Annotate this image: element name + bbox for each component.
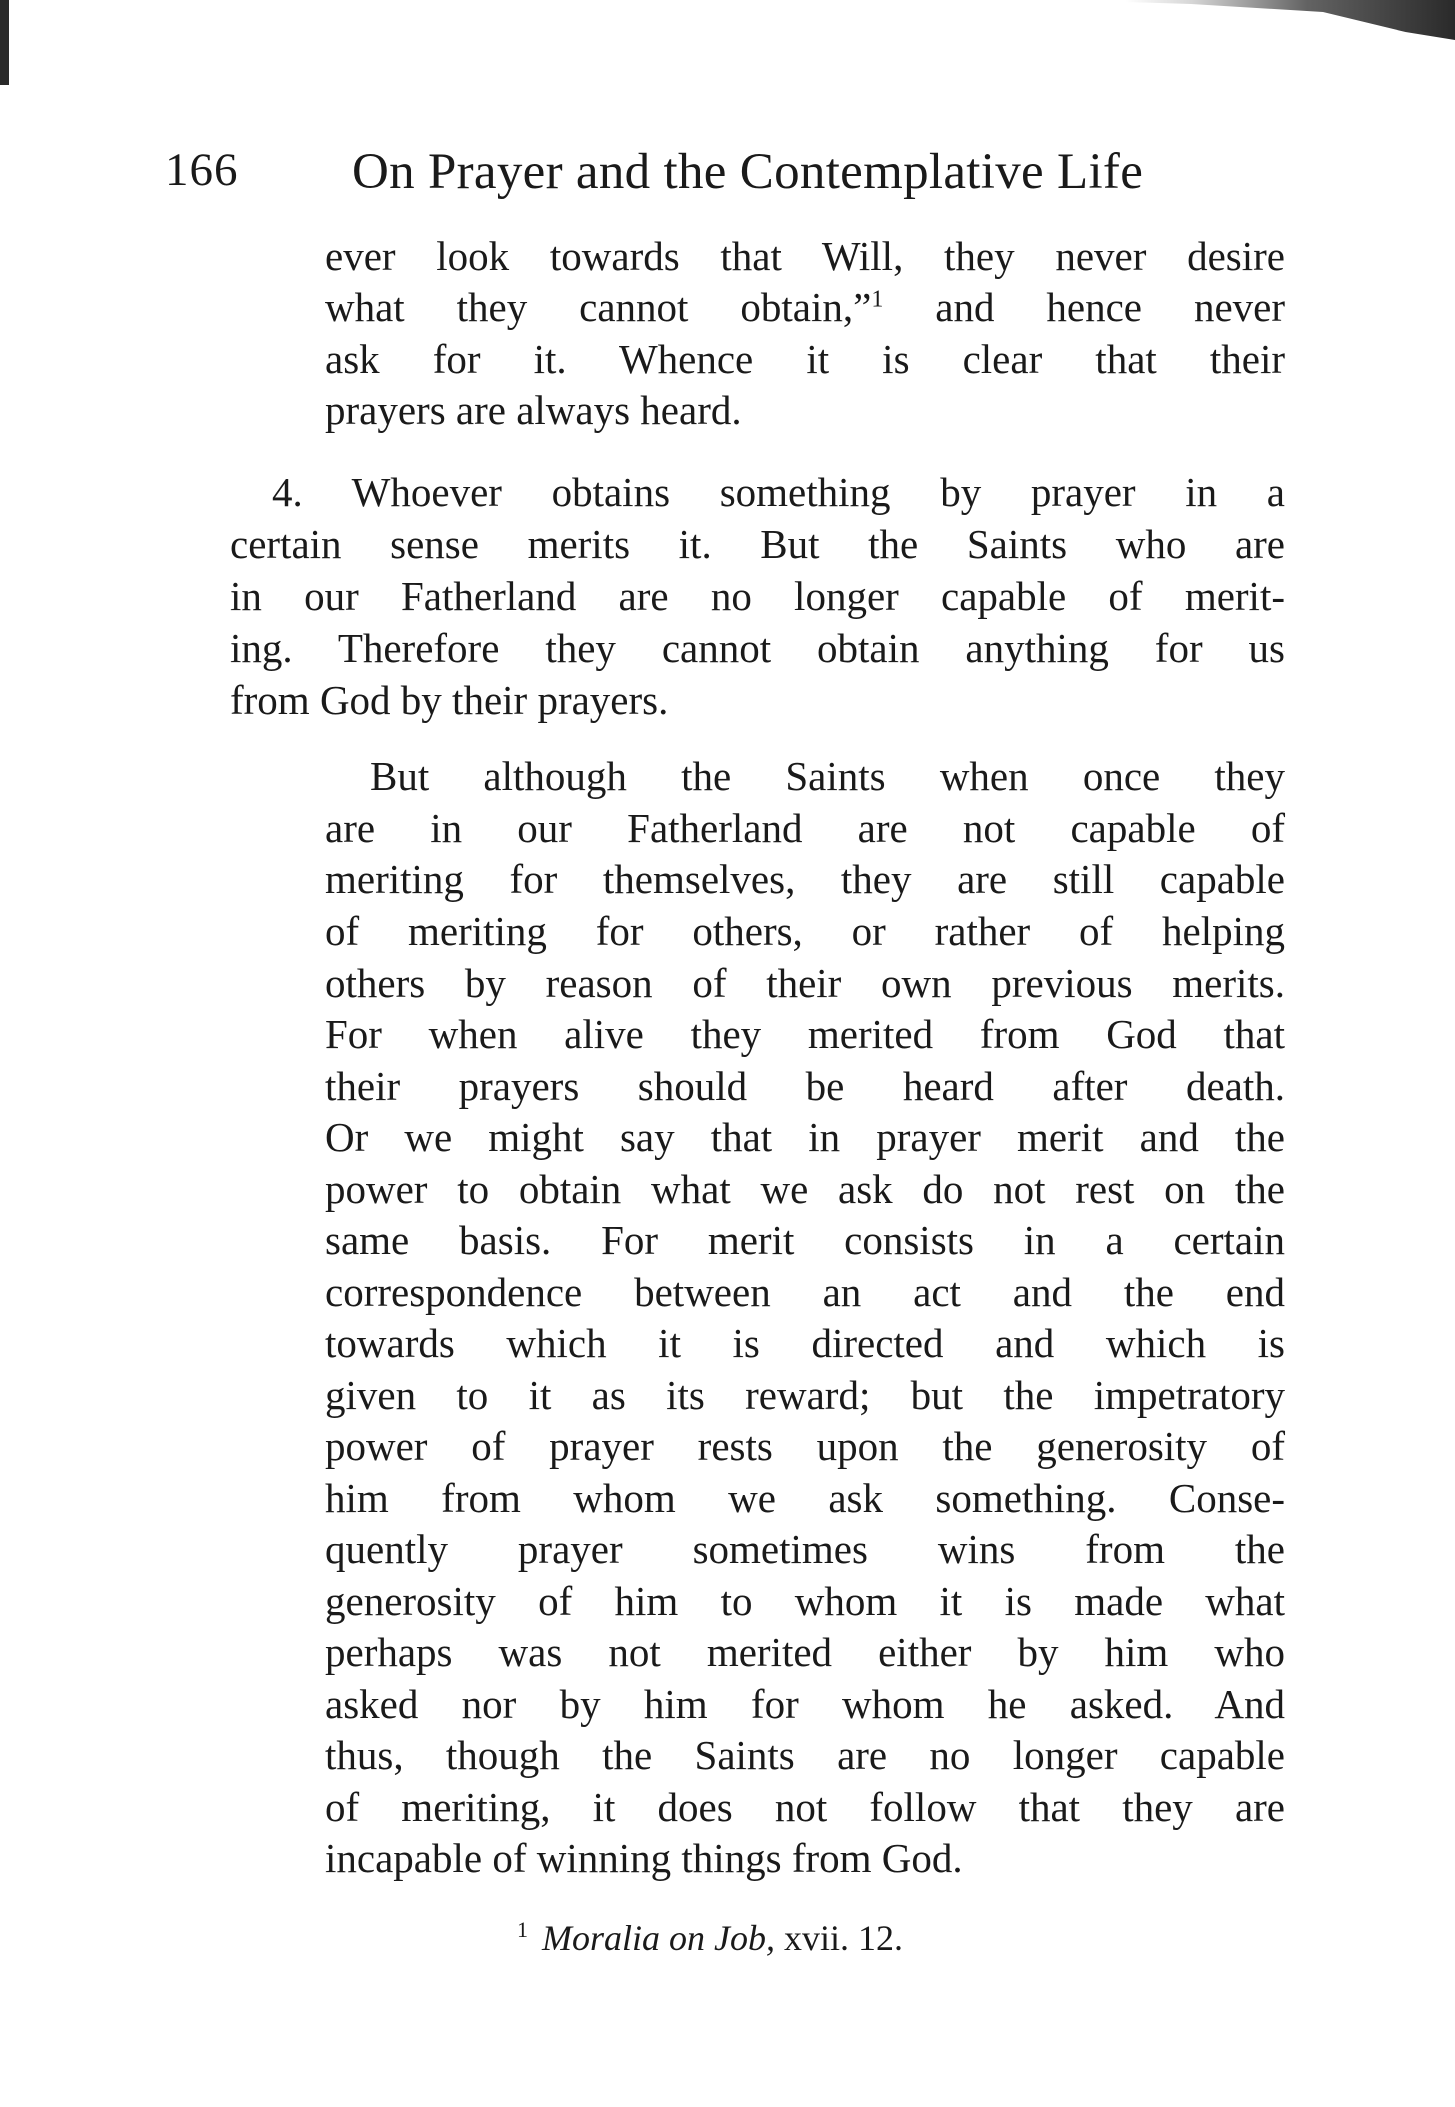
scan-edge-mark bbox=[0, 0, 9, 85]
text-line: in our Fatherland are no longer capable of merit- bbox=[230, 573, 1285, 619]
scan-corner-mark bbox=[1125, 0, 1455, 40]
text-line: 4. Whoever obtains something by prayer in a bbox=[272, 469, 1285, 515]
footnote-title: Moralia on Job, bbox=[542, 1918, 775, 1958]
page-header bbox=[165, 143, 1295, 213]
text-line: ever look towards that Will, they never desire bbox=[325, 233, 1285, 279]
text-line: are in our Fatherland are not capable of bbox=[325, 805, 1285, 851]
text-line: others by reason of their own previous merits. bbox=[325, 960, 1285, 1006]
text-line: their prayers should be heard after death. bbox=[325, 1063, 1285, 1109]
text-line: power of prayer rests upon the generosity of bbox=[325, 1423, 1285, 1469]
footnote-ref: 1 bbox=[871, 286, 884, 313]
text-line: towards which it is directed and which is bbox=[325, 1320, 1285, 1366]
text-line: given to it as its reward; but the impetratory bbox=[325, 1372, 1285, 1418]
footnote bbox=[517, 1917, 903, 1959]
text-line: from God by their prayers. bbox=[230, 677, 669, 723]
text-line: perhaps was not merited either by him who bbox=[325, 1629, 1285, 1675]
text-line: ask for it. Whence it is clear that their bbox=[325, 336, 1285, 382]
text-line: of meriting, it does not follow that they are bbox=[325, 1784, 1285, 1830]
footnote-mark: 1 bbox=[517, 1917, 528, 1942]
text-line: Or we might say that in prayer merit and the bbox=[325, 1114, 1285, 1160]
text-line: power to obtain what we ask do not rest on the bbox=[325, 1166, 1285, 1212]
page-number: 166 bbox=[165, 144, 239, 196]
text-line: prayers are always heard. bbox=[325, 387, 742, 433]
text-line: incapable of winning things from God. bbox=[325, 1835, 963, 1881]
running-title: On Prayer and the Contemplative Life bbox=[352, 144, 1144, 200]
text-line: thus, though the Saints are no longer capable bbox=[325, 1732, 1285, 1778]
text-line: him from whom we ask something. Conse- bbox=[325, 1475, 1285, 1521]
text-line: what they cannot obtain,”$^1$ and hence never bbox=[325, 284, 1285, 330]
text-line: same basis. For merit consists in a certain bbox=[325, 1217, 1285, 1263]
text-line: quently prayer sometimes wins from the bbox=[325, 1526, 1285, 1572]
text-line: generosity of him to whom it is made what bbox=[325, 1578, 1285, 1624]
text-line: correspondence between an act and the end bbox=[325, 1269, 1285, 1315]
text-line: But although the Saints when once they bbox=[370, 753, 1285, 799]
text-line: meriting for themselves, they are still capable bbox=[325, 856, 1285, 902]
text-line: of meriting for others, or rather of helping bbox=[325, 908, 1285, 954]
text-line: certain sense merits it. But the Saints who are bbox=[230, 521, 1285, 567]
text-line: asked nor by him for whom he asked. And bbox=[325, 1681, 1285, 1727]
text-line: For when alive they merited from God that bbox=[325, 1011, 1285, 1057]
text-line: ing. Therefore they cannot obtain anything for us bbox=[230, 625, 1285, 671]
footnote-reference: xvii. 12. bbox=[774, 1918, 903, 1958]
